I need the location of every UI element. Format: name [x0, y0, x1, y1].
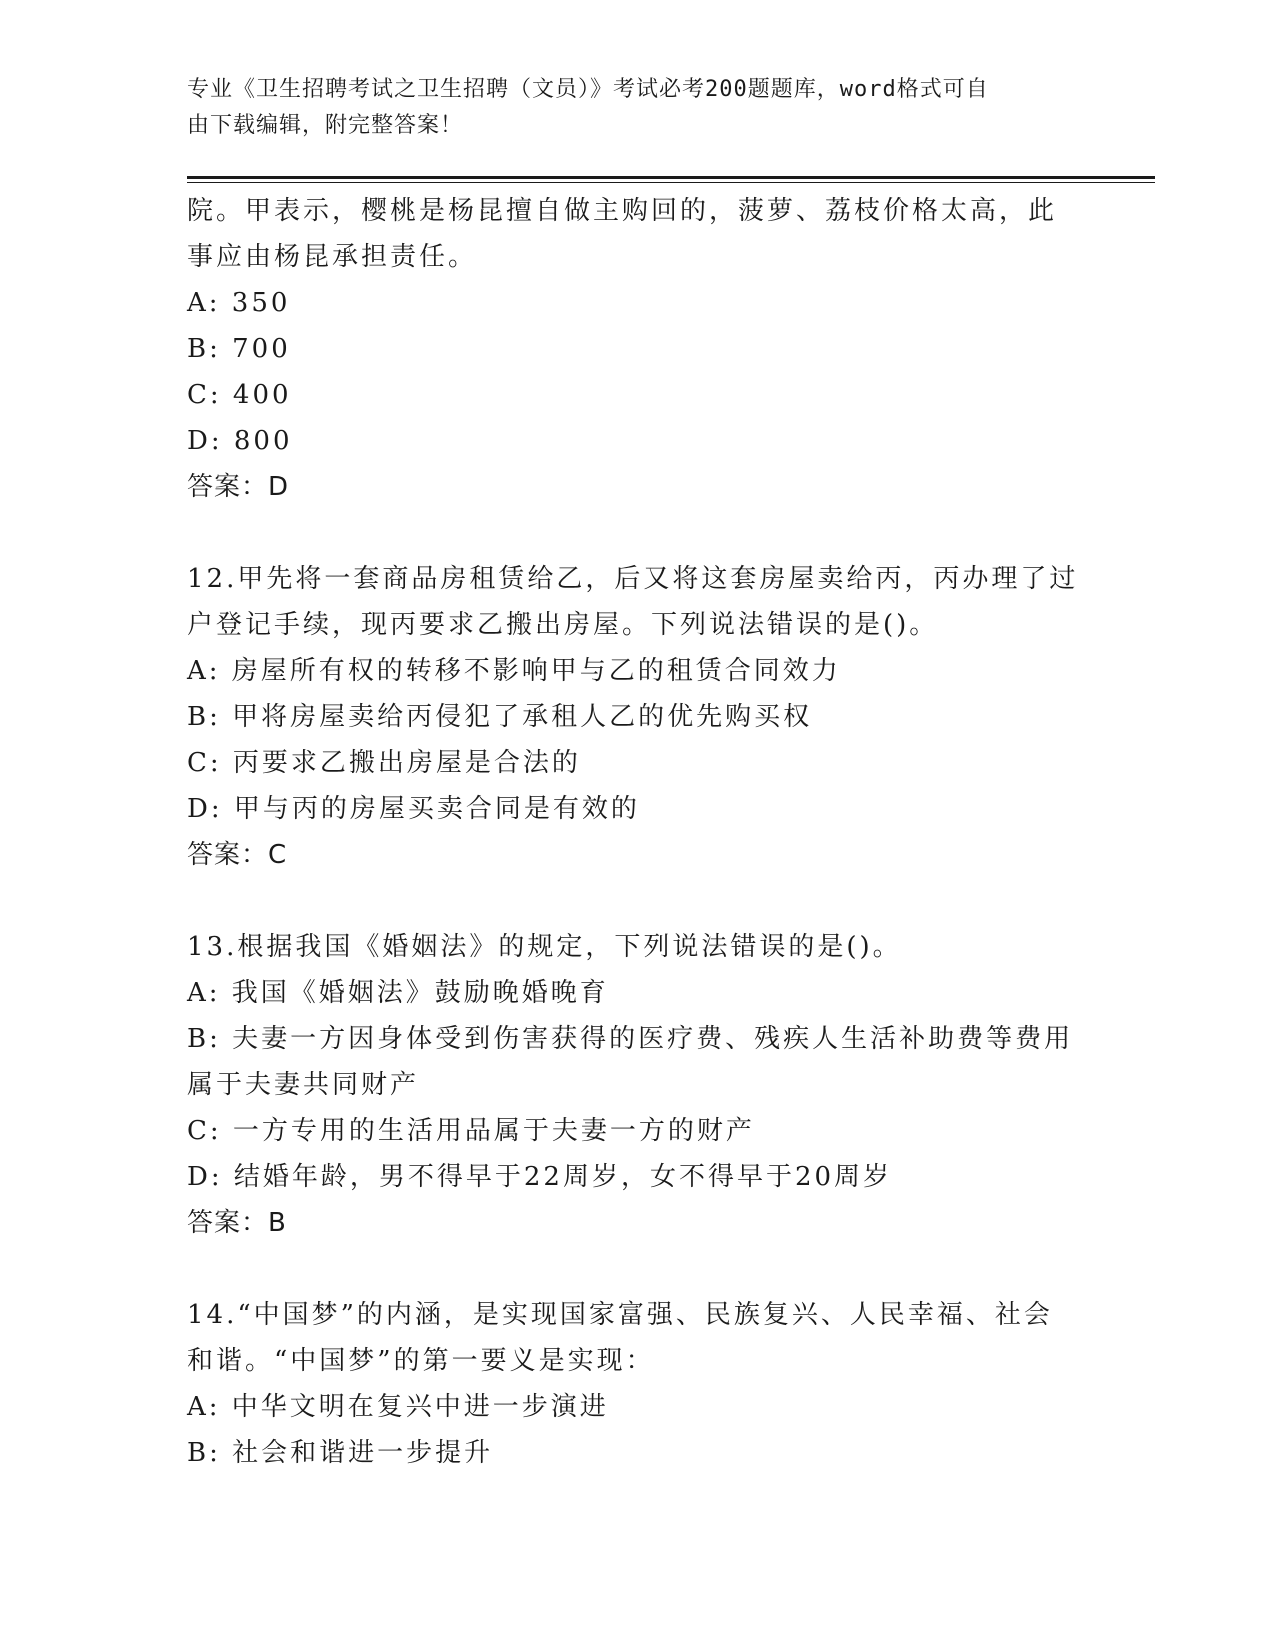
answer-line: 答案：D [187, 472, 290, 502]
question-text-line: 13.根据我国《婚姻法》的规定，下列说法错误的是()。 [187, 932, 902, 962]
spacer [187, 1246, 1087, 1292]
question-text-line: 14.“中国梦”的内涵，是实现国家富强、民族复兴、人民幸福、社会 [187, 1300, 1053, 1330]
spacer [187, 510, 1087, 556]
answer-line: 答案：C [187, 840, 288, 870]
option-d: D: 800 [187, 426, 293, 456]
option-d: D: 甲与丙的房屋买卖合同是有效的 [187, 794, 640, 824]
question-text-line: 12.甲先将一套商品房租赁给乙，后又将这套房屋卖给丙，丙办理了过 [187, 564, 1079, 594]
question-12 [187, 556, 1087, 878]
option-a: A: 我国《婚姻法》鼓励晚婚晚育 [187, 978, 609, 1008]
option-d: D: 结婚年龄，男不得早于22周岁，女不得早于20周岁 [187, 1162, 893, 1192]
header-line-2: 由下载编辑，附完整答案！ [187, 113, 464, 138]
page-header [187, 72, 1087, 144]
answer-line: 答案：B [187, 1208, 287, 1238]
header-divider-thin [187, 182, 1155, 183]
question-text-line: 事应由杨昆承担责任。 [187, 242, 478, 272]
option-c: C: 一方专用的生活用品属于夫妻一方的财产 [187, 1116, 755, 1146]
option-b: B: 社会和谐进一步提升 [187, 1438, 494, 1468]
question-text-line: 户登记手续，现丙要求乙搬出房屋。下列说法错误的是()。 [187, 610, 939, 640]
question-text-line: 院。甲表示，樱桃是杨昆擅自做主购回的，菠萝、荔枝价格太高，此 [187, 196, 1058, 226]
option-b-continued: 属于夫妻共同财产 [187, 1070, 420, 1100]
question-text-line: 和谐。“中国梦”的第一要义是实现： [187, 1346, 655, 1376]
option-a: A: 房屋所有权的转移不影响甲与乙的租赁合同效力 [187, 656, 841, 686]
option-c: C: 丙要求乙搬出房屋是合法的 [187, 748, 581, 778]
question-14 [187, 1292, 1087, 1476]
header-divider-thick [187, 176, 1155, 179]
question-fragment [187, 188, 1087, 510]
document-body [187, 188, 1087, 1476]
question-13 [187, 924, 1087, 1246]
option-c: C: 400 [187, 380, 292, 410]
spacer [187, 878, 1087, 924]
option-a: A: 中华文明在复兴中进一步演进 [187, 1392, 609, 1422]
header-line-1: 专业《卫生招聘考试之卫生招聘（文员）》考试必考200题题库，word格式可自 [187, 77, 989, 102]
option-b: B: 700 [187, 334, 291, 364]
option-b: B: 夫妻一方因身体受到伤害获得的医疗费、残疾人生活补助费等费用 [187, 1024, 1074, 1054]
option-b: B: 甲将房屋卖给丙侵犯了承租人乙的优先购买权 [187, 702, 813, 732]
option-a: A: 350 [187, 288, 291, 318]
